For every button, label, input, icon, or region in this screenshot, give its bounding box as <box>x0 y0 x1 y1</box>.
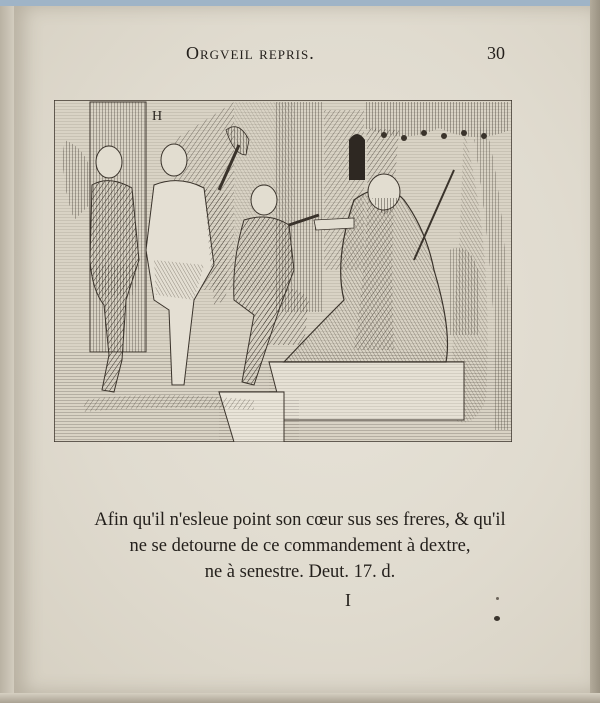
engraving-illustration <box>54 100 512 442</box>
plate-letter: H <box>152 109 163 124</box>
caption <box>0 507 600 585</box>
caption-line-2: ne se detourne de ce commandement à dextre, <box>129 536 471 556</box>
bottom-page-edge <box>0 693 600 703</box>
page-number: 30 <box>487 43 505 63</box>
caption-line-3: ne à senestre. Deut. 17. d. <box>204 562 396 582</box>
signature-mark: I <box>345 590 351 610</box>
ink-speck <box>496 597 499 600</box>
running-head-title: Orgveil repris. <box>186 43 315 63</box>
ink-spot <box>494 616 500 621</box>
caption-line-1: Afin qu'il n'esleue point son cœur sus ses freres, & qu'il <box>94 510 506 530</box>
right-page-edge <box>590 0 600 703</box>
